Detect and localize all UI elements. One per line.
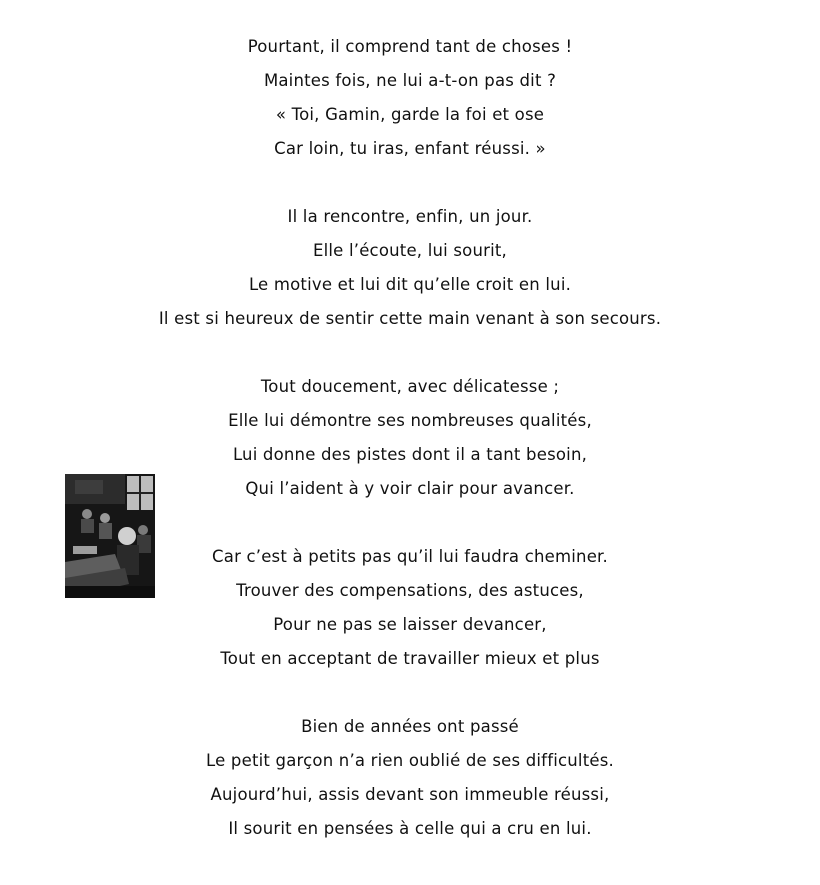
- poem-line: Pourtant, il comprend tant de choses !: [247, 37, 573, 56]
- poem-line: Tout doucement, avec délicatesse ;: [260, 377, 560, 396]
- poem-line: Elle l’écoute, lui sourit,: [312, 241, 507, 260]
- poem-line: Le motive et lui dit qu’elle croit en lui.: [248, 275, 572, 294]
- stanza-1: [0, 30, 820, 166]
- stanza-2: [0, 200, 820, 336]
- poem-line: Lui donne des pistes dont il a tant besoin,: [232, 445, 588, 464]
- poem-line: « Toi, Gamin, garde la foi et ose: [275, 105, 545, 124]
- poem-line: Le petit garçon n’a rien oublié de ses difficultés.: [206, 751, 614, 770]
- poem-line: Il sourit en pensées à celle qui a cru en lui.: [228, 819, 592, 838]
- poem-line: Aujourd’hui, assis devant son immeuble réussi,: [210, 785, 610, 804]
- poem-line: Bien de années ont passé: [301, 717, 519, 736]
- stanza-5: [0, 710, 820, 846]
- poem-line: Qui l’aident à y voir clair pour avancer.: [245, 479, 575, 498]
- poem-line: Elle lui démontre ses nombreuses qualités,: [228, 411, 592, 430]
- poem-line: Car loin, tu iras, enfant réussi. »: [274, 139, 546, 158]
- poem-line: Tout en acceptant de travailler mieux et plus: [220, 649, 600, 668]
- classroom-photo: [65, 474, 155, 598]
- poem: [0, 30, 820, 880]
- poem-line: Pour ne pas se laisser devancer,: [273, 615, 547, 634]
- poem-line: Car c’est à petits pas qu’il lui faudra cheminer.: [212, 547, 608, 566]
- poem-line: Il est si heureux de sentir cette main venant à son secours.: [158, 309, 662, 328]
- poem-line: Trouver des compensations, des astuces,: [236, 581, 584, 600]
- poem-line: Il la rencontre, enfin, un jour.: [287, 207, 533, 226]
- poem-line: Maintes fois, ne lui a-t-on pas dit ?: [263, 71, 557, 90]
- classroom-photo-icon: [65, 474, 155, 598]
